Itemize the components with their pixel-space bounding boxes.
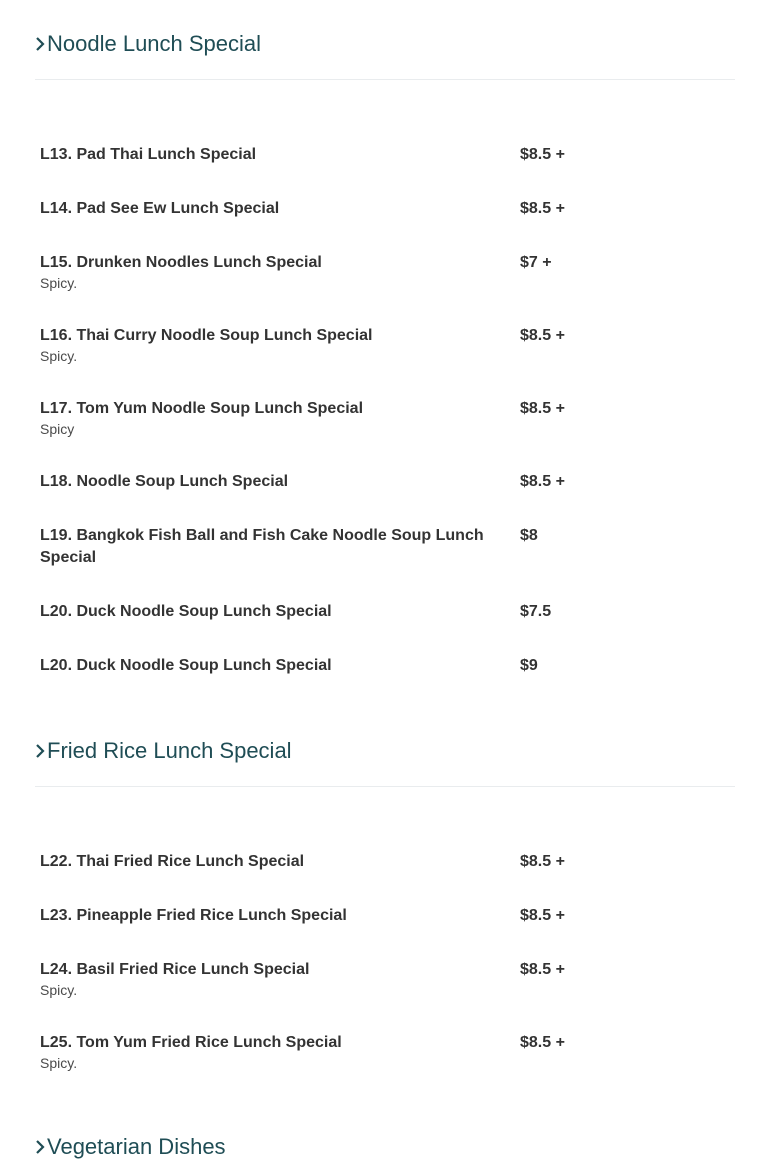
item-description: Spicy.	[40, 275, 78, 291]
item-name: L23. Pineapple Fried Rice Lunch Special	[40, 907, 347, 924]
section-title: Fried Rice Lunch Special	[47, 738, 292, 763]
section-title: Vegetarian Dishes	[47, 1134, 226, 1159]
item-description: Spicy	[40, 421, 75, 437]
item-name: L15. Drunken Noodles Lunch Special	[40, 254, 322, 271]
section-divider	[35, 79, 735, 80]
item-price: $7 +	[520, 254, 552, 271]
item-name: L22. Thai Fried Rice Lunch Special	[40, 853, 305, 870]
item-name: L20. Duck Noodle Soup Lunch Special	[40, 657, 332, 674]
section-header-noodle-lunch-special[interactable]	[35, 31, 735, 111]
item-name: L25. Tom Yum Fried Rice Lunch Special	[40, 1034, 342, 1051]
item-name: L17. Tom Yum Noodle Soup Lunch Special	[40, 400, 364, 417]
item-name: L24. Basil Fried Rice Lunch Special	[40, 961, 310, 978]
section-header-vegetarian-dishes[interactable]	[35, 1134, 735, 1159]
item-price: $8.5 +	[520, 146, 565, 163]
item-name: L13. Pad Thai Lunch Special	[40, 146, 257, 163]
item-description: Spicy.	[40, 982, 78, 998]
chevron-right-icon	[35, 1137, 45, 1157]
item-price: $8.5 +	[520, 400, 565, 417]
item-price: $8.5 +	[520, 327, 565, 344]
item-name: L20. Duck Noodle Soup Lunch Special	[40, 603, 332, 620]
item-name: L14. Pad See Ew Lunch Special	[40, 200, 280, 217]
item-price: $8	[520, 527, 538, 544]
item-price: $8.5 +	[520, 907, 565, 924]
section-header-fried-rice-lunch-special[interactable]	[35, 738, 735, 818]
chevron-right-icon	[35, 741, 45, 761]
item-description: Spicy.	[40, 348, 78, 364]
item-name: L18. Noodle Soup Lunch Special	[40, 473, 289, 490]
item-price: $8.5 +	[520, 200, 565, 217]
item-price: $8.5 +	[520, 1034, 565, 1051]
section-divider	[35, 786, 735, 787]
item-description: Spicy.	[40, 1055, 78, 1071]
item-price: $7.5	[520, 603, 552, 620]
item-price: $8.5 +	[520, 961, 565, 978]
item-name: L16. Thai Curry Noodle Soup Lunch Special	[40, 327, 373, 344]
item-price: $9	[520, 657, 538, 674]
section-title: Noodle Lunch Special	[47, 31, 262, 56]
chevron-right-icon	[35, 34, 45, 54]
item-price: $8.5 +	[520, 473, 565, 490]
item-price: $8.5 +	[520, 853, 565, 870]
item-name: L19. Bangkok Fish Ball and Fish Cake Noodle Soup Lunch Special	[40, 527, 484, 566]
